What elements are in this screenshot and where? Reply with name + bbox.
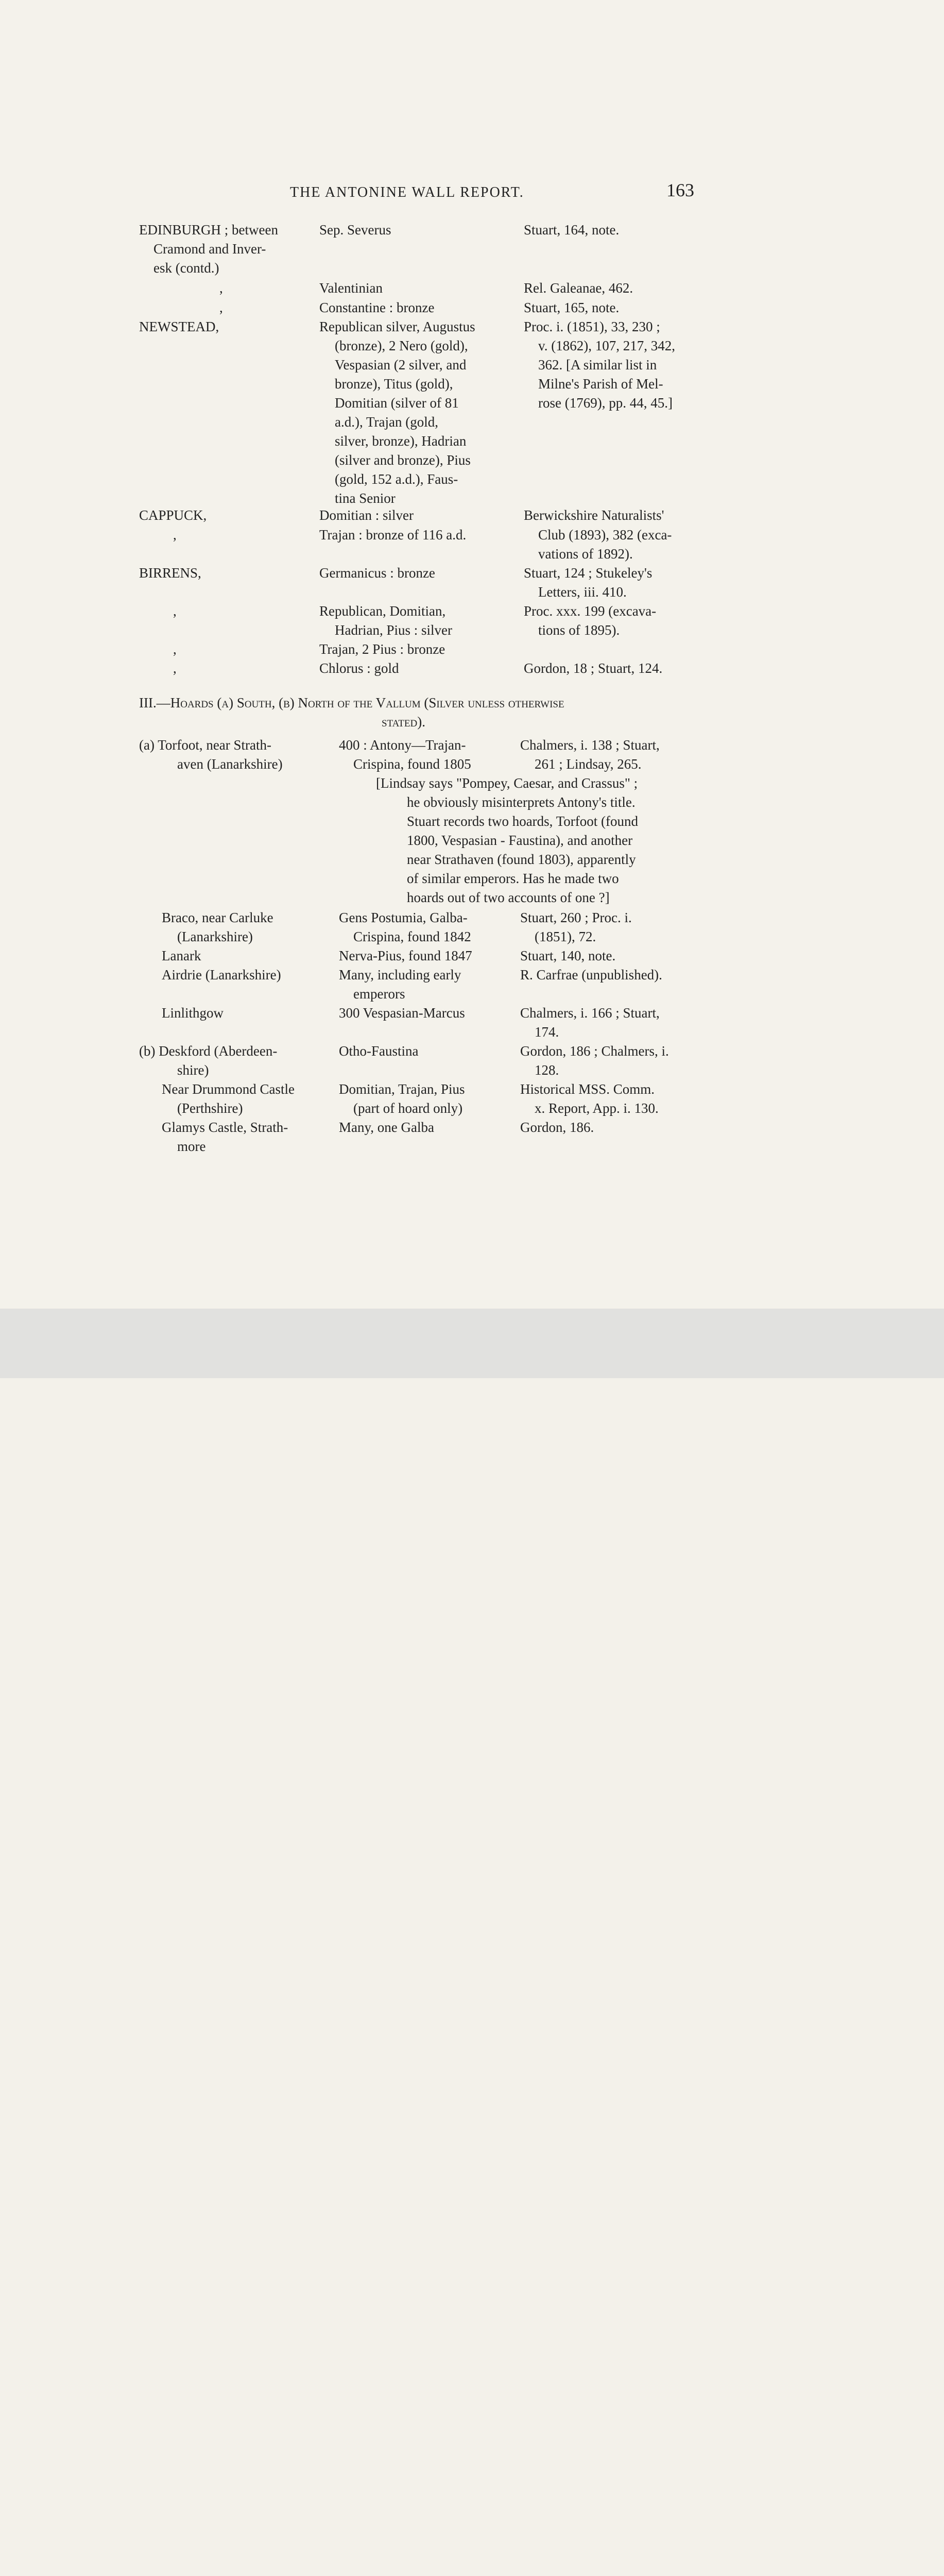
- text-line-c2i: (bronze), 2 Nero (gold),: [335, 338, 468, 353]
- text-line-d2i: Crispina, found 1805: [353, 756, 471, 772]
- text-line-dit2: ,: [173, 603, 177, 619]
- text-line-dit: ,: [219, 300, 223, 315]
- text-line-c2i: tina Senior: [335, 490, 396, 506]
- text-line-c3: Proc. xxx. 199 (excava-: [524, 603, 657, 619]
- text-line-c3: Stuart, 165, note.: [524, 300, 620, 315]
- text-line-d1b: Braco, near Carluke: [162, 910, 273, 925]
- text-line-c3i: rose (1769), pp. 44, 45.]: [538, 395, 673, 411]
- text-line-d2i: emperors: [353, 986, 405, 1002]
- text-line-d3: Historical MSS. Comm.: [520, 1081, 655, 1097]
- text-line-d2: Domitian, Trajan, Pius: [339, 1081, 465, 1097]
- text-line-d3: Stuart, 140, note.: [520, 948, 616, 963]
- text-line-c1: EDINBURGH ; between: [139, 222, 278, 238]
- text-line-c2: Trajan, 2 Pius : bronze: [319, 641, 445, 657]
- text-line-c2: Domitian : silver: [319, 507, 414, 523]
- text-line-dit2: ,: [173, 527, 177, 543]
- text-line-d2: 400 : Antony—Trajan-: [339, 737, 466, 753]
- text-line-d1i: (Perthshire): [177, 1100, 243, 1116]
- text-line-c2: Valentinian: [319, 280, 383, 296]
- text-line-dit2: ,: [173, 660, 177, 676]
- text-line-c2i: bronze), Titus (gold),: [335, 376, 453, 392]
- text-line-c3: Rel. Galeanae, 462.: [524, 280, 633, 296]
- text-line-c2: Germanicus : bronze: [319, 565, 435, 581]
- text-line-c2: Constantine : bronze: [319, 300, 435, 315]
- text-line-d1b: Airdrie (Lanarkshire): [162, 967, 281, 982]
- text-line-c2i: (gold, 152 a.d.), Faus-: [335, 471, 458, 487]
- text-line-d1i: (Lanarkshire): [177, 929, 253, 944]
- text-line-c1: CAPPUCK,: [139, 507, 207, 523]
- text-line-d2: Otho-Faustina: [339, 1043, 419, 1059]
- text-line-d3: Chalmers, i. 138 ; Stuart,: [520, 737, 660, 753]
- text-line-c3i: 362. [A similar list in: [538, 357, 657, 372]
- text-line-d2: 300 Vespasian-Marcus: [339, 1005, 465, 1021]
- text-line-c1i: esk (contd.): [153, 260, 219, 276]
- text-line-d3: Gordon, 186 ; Chalmers, i.: [520, 1043, 669, 1059]
- text-line-c2i: a.d.), Trajan (gold,: [335, 414, 438, 430]
- text-line-d1b: Glamys Castle, Strath-: [162, 1120, 288, 1135]
- text-line-d2: Gens Postumia, Galba-: [339, 910, 468, 925]
- text-line-d1: (b) Deskford (Aberdeen-: [139, 1043, 278, 1059]
- text-line-d1: (a) Torfoot, near Strath-: [139, 737, 272, 753]
- text-line-c3i: vations of 1892).: [538, 546, 633, 562]
- text-line-note2: near Strathaven (found 1803), apparently: [407, 852, 636, 867]
- text-line-c2: Republican, Domitian,: [319, 603, 446, 619]
- text-line-d1b: Lanark: [162, 948, 201, 963]
- text-line-d3: R. Carfrae (unpublished).: [520, 967, 662, 982]
- text-line-c2i: Hadrian, Pius : silver: [335, 622, 452, 638]
- text-line-c3: Stuart, 164, note.: [524, 222, 620, 238]
- text-line-note2: hoards out of two accounts of one ?]: [407, 890, 610, 905]
- text-line-c1i: Cramond and Inver-: [153, 241, 266, 257]
- text-line-c3: Berwickshire Naturalists': [524, 507, 664, 523]
- text-line-note2: he obviously misinterprets Antony's title.: [407, 794, 636, 810]
- text-line-c2: Republican silver, Augustus: [319, 319, 475, 334]
- text-line-d1b: Near Drummond Castle: [162, 1081, 295, 1097]
- text-line-sect: III.—Hoards (a) South, (b) North of the Vallum (Silver unless otherwise: [139, 695, 564, 710]
- text-line-c3i: v. (1862), 107, 217, 342,: [538, 338, 675, 353]
- footer-bar: [0, 1309, 944, 1378]
- text-line-note2: Stuart records two hoards, Torfoot (found: [407, 814, 639, 829]
- text-line-c3i: tions of 1895).: [538, 622, 620, 638]
- page-number: 163: [666, 180, 694, 200]
- text-line-d2: Nerva-Pius, found 1847: [339, 948, 472, 963]
- text-line-d1b: Linlithgow: [162, 1005, 224, 1021]
- text-line-c3i: Club (1893), 382 (exca-: [538, 527, 672, 543]
- text-line-c3i: Milne's Parish of Mel-: [538, 376, 663, 392]
- text-line-c3: Proc. i. (1851), 33, 230 ;: [524, 319, 660, 334]
- running-header: THE ANTONINE WALL REPORT.: [290, 184, 524, 200]
- text-line-d3i: 128.: [535, 1062, 559, 1078]
- text-line-c2i: Domitian (silver of 81: [335, 395, 459, 411]
- text-line-d2i: (part of hoard only): [353, 1100, 463, 1116]
- text-line-d3: Chalmers, i. 166 ; Stuart,: [520, 1005, 660, 1021]
- text-line-dit2: ,: [173, 641, 177, 657]
- text-line-note2: of similar emperors. Has he made two: [407, 871, 619, 886]
- text-line-c1: NEWSTEAD,: [139, 319, 219, 334]
- text-line-note2: 1800, Vespasian - Faustina), and another: [407, 833, 633, 848]
- text-line-d1i: more: [177, 1139, 206, 1154]
- text-line-d2i: Crispina, found 1842: [353, 929, 471, 944]
- text-line-d2: Many, including early: [339, 967, 461, 982]
- text-line-c1: BIRRENS,: [139, 565, 201, 581]
- text-line-d2: Many, one Galba: [339, 1120, 434, 1135]
- text-line-c3: Stuart, 124 ; Stukeley's: [524, 565, 653, 581]
- text-line-d3i: 174.: [535, 1024, 559, 1040]
- text-line-d1i: shire): [177, 1062, 209, 1078]
- text-line-note: [Lindsay says "Pompey, Caesar, and Crassus" ;: [376, 775, 638, 791]
- text-line-d3: Gordon, 186.: [520, 1120, 594, 1135]
- text-line-sect2: stated).: [382, 714, 425, 730]
- text-line-c2i: Vespasian (2 silver, and: [335, 357, 467, 372]
- text-line-c2i: (silver and bronze), Pius: [335, 452, 471, 468]
- text-line-c2: Chlorus : gold: [319, 660, 399, 676]
- text-line-c2: Trajan : bronze of 116 a.d.: [319, 527, 467, 543]
- text-line-c2: Sep. Severus: [319, 222, 391, 238]
- text-line-d3i: (1851), 72.: [535, 929, 596, 944]
- text-line-dit: ,: [219, 280, 223, 296]
- text-line-c2i: silver, bronze), Hadrian: [335, 433, 467, 449]
- text-line-c3i: Letters, iii. 410.: [538, 584, 627, 600]
- text-line-d1i: aven (Lanarkshire): [177, 756, 283, 772]
- text-line-c3: Gordon, 18 ; Stuart, 124.: [524, 660, 663, 676]
- text-line-d3: Stuart, 260 ; Proc. i.: [520, 910, 632, 925]
- text-line-d3i: x. Report, App. i. 130.: [535, 1100, 659, 1116]
- text-line-d3i: 261 ; Lindsay, 265.: [535, 756, 642, 772]
